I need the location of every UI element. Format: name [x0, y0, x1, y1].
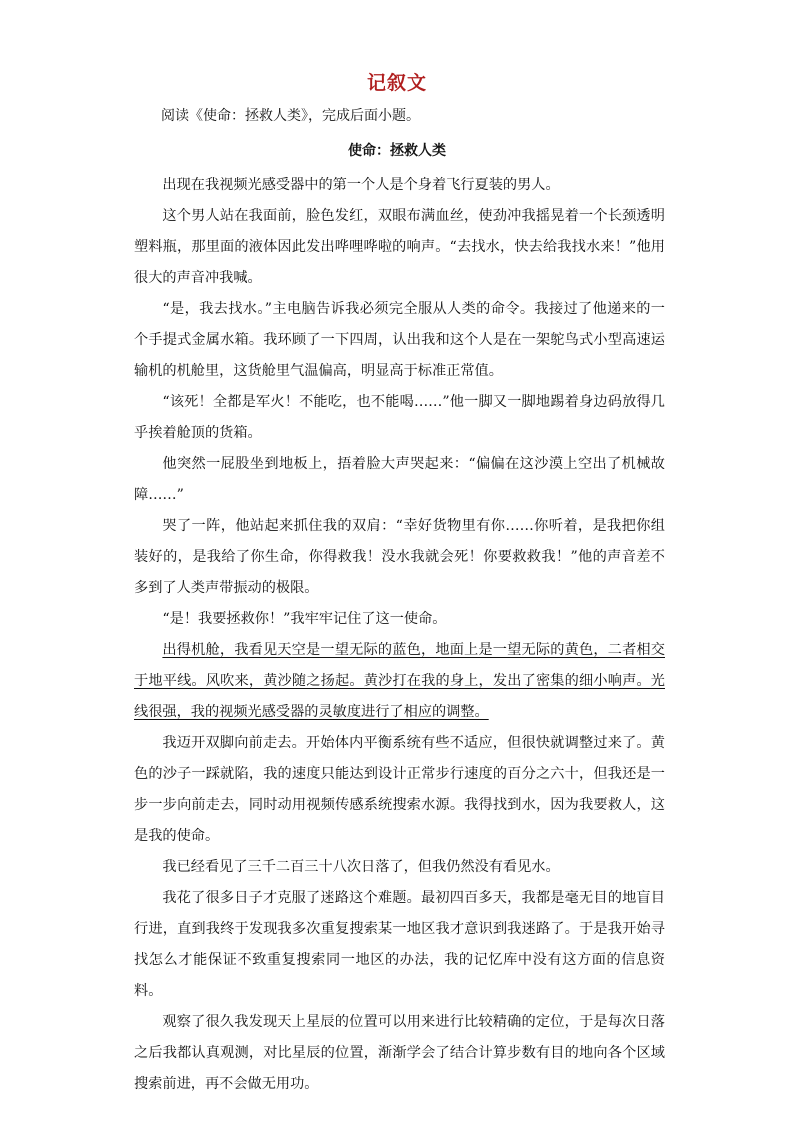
paragraph-4: “该死！全都是军火！不能吃，也不能喝……”他一脚又一脚地踢着身边码放得几乎挨着舱顶的货箱。	[134, 394, 665, 441]
paragraph-11: 我花了很多日子才克服了迷路这个难题。最初四百多天，我都是毫无目的地盲目行进，直到我终于发现我多次重复搜索某一地区我才意识到我迷路了。于是我开始寻找怎么才能保证不致重复搜索同一地区的办法，我的记忆库中没有这方面的信息资料。	[134, 890, 665, 999]
paragraph-5: 他突然一屁股坐到地板上，捂着脸大声哭起来：“偏偏在这沙漠上空出了机械故障……”	[134, 456, 665, 503]
paragraph-6: 哭了一阵，他站起来抓住我的双肩：“幸好货物里有你……你听着，是我把你组装好的，是我给了你生命，你得救我！没水我就会死！你要救救我！”他的声音差不多到了人类声带振动的极限。	[134, 518, 665, 596]
paragraph-2: 这个男人站在我面前，脸色发红，双眼布满血丝，使劲冲我摇晃着一个长颈透明塑料瓶，那里面的液体因此发出哗哩哗啦的响声。“去找水，快去给我找水来！”他用很大的声音冲我喊。	[134, 208, 665, 286]
underlined-passage: 出得机舱，我看见天空是一望无际的蓝色，地面上是一望无际的黄色，二者相交于地平线。风吹来，黄沙随之扬起。黄沙打在我的身上，发出了密集的细小响声。光线很强，我的视频光感受器的灵敏度进行了相应的调整。	[134, 642, 665, 720]
story-body	[134, 170, 665, 1100]
story-title: 使命：拯救人类	[348, 143, 446, 159]
paragraph-12: 观察了很久我发现天上星辰的位置可以用来进行比较精确的定位，于是每次日落之后我都认真观测，对比星辰的位置，渐渐学会了结合计算步数有目的地向各个区域搜索前进，再不会做无用功。	[134, 1014, 665, 1092]
paragraph-9: 我迈开双脚向前走去。开始体内平衡系统有些不适应，但很快就调整过来了。黄色的沙子一踩就陷，我的速度只能达到设计正常步行速度的百分之六十，但我还是一步一步向前走去，同时动用视频传感系统搜索水源。我得找到水，因为我要救人，这是我的使命。	[134, 735, 665, 844]
paragraph-8-underlined	[134, 635, 665, 728]
paragraph-7: “是！我要拯救你！”我牢牢记住了这一使命。	[162, 611, 447, 627]
reading-instruction: 阅读《使命：拯救人类》，完成后面小题。	[161, 108, 420, 124]
paragraph-1: 出现在我视频光感受器中的第一个人是个身着飞行夏装的男人。	[162, 177, 560, 193]
paragraph-3: “是，我去找水。”主电脑告诉我必须完全服从人类的命令。我接过了他递来的一个手提式金属水箱。我环顾了一下四周，认出我和这个人是在一架鸵鸟式小型高速运输机的机舱里，这货舱里气温偏高，明显高于标准正常值。	[134, 301, 665, 379]
paragraph-10: 我已经看见了三千二百三十八次日落了，但我仍然没有看见水。	[162, 859, 560, 875]
document-title: 记叙文	[366, 72, 427, 94]
